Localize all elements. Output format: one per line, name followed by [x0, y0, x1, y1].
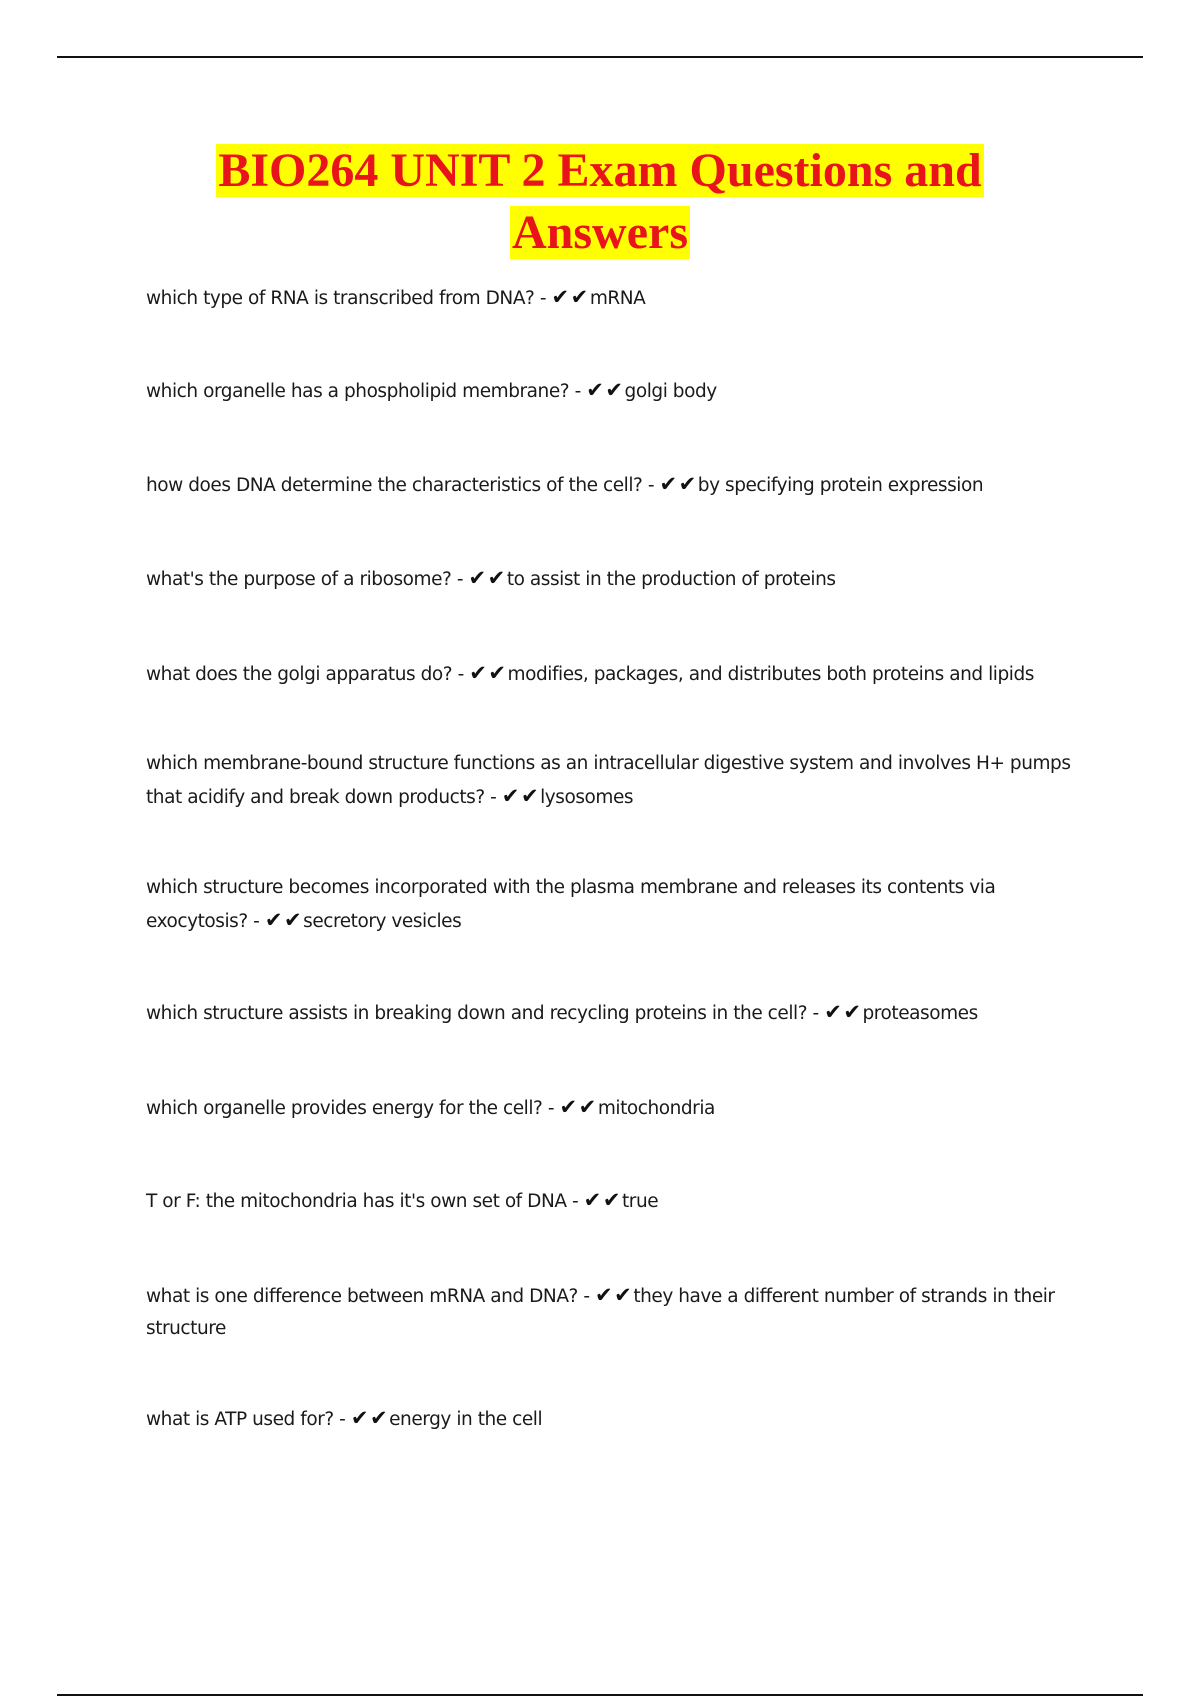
qa-item	[146, 468, 1086, 502]
separator: -	[333, 1409, 351, 1430]
check-icon: ✔	[570, 285, 588, 309]
check-icon: ✔	[843, 1000, 861, 1024]
separator: -	[451, 569, 469, 590]
check-icon: ✔	[501, 784, 519, 808]
title-line-2: Answers	[512, 206, 688, 259]
check-icon: ✔	[605, 378, 623, 402]
check-icon: ✔	[824, 1000, 842, 1024]
qa-item	[146, 1091, 1086, 1125]
question-text: T or F: the mitochondria has it's own set of DNA	[146, 1191, 567, 1212]
question-text: what is ATP used for?	[146, 1409, 334, 1430]
check-icon: ✔	[614, 1283, 632, 1307]
check-icon: ✔	[369, 1406, 388, 1430]
check-icon: ✔	[264, 908, 282, 932]
question-text: what's the purpose of a ribosome?	[146, 569, 452, 590]
bottom-rule	[57, 1694, 1143, 1696]
separator: -	[566, 1191, 584, 1212]
qa-item	[146, 657, 1086, 691]
qa-item	[146, 1402, 1086, 1436]
check-icon: ✔	[551, 285, 569, 309]
check-icon: ✔	[469, 661, 487, 685]
question-text: what does the golgi apparatus do?	[146, 664, 453, 685]
check-icon: ✔	[488, 661, 506, 685]
qa-item	[146, 872, 1086, 938]
qa-item	[146, 562, 1086, 596]
answer-text: mitochondria	[597, 1098, 715, 1119]
answer-text: golgi body	[624, 381, 717, 402]
answer-text: mRNA	[589, 288, 646, 309]
separator: -	[247, 911, 265, 932]
check-icon: ✔	[468, 566, 486, 590]
separator: -	[577, 1286, 595, 1307]
check-icon: ✔	[487, 566, 505, 590]
question-text: which membrane-bound structure functions as an intracellular digestive system and involves H+ pumps that acidify and break down products?	[146, 753, 1071, 808]
answer-text: by specifying protein expression	[697, 475, 984, 496]
check-icon: ✔	[678, 472, 696, 496]
separator: -	[542, 1098, 560, 1119]
qa-item	[146, 1184, 1086, 1218]
qa-item	[146, 748, 1086, 814]
check-icon: ✔	[578, 1095, 596, 1119]
answer-text: modifies, packages, and distributes both proteins and lipids	[507, 664, 1034, 685]
qa-item	[146, 281, 1086, 315]
answer-text: secretory vesicles	[303, 911, 462, 932]
answer-text: they have a different number of strands in their structure	[146, 1286, 1055, 1339]
check-icon: ✔	[583, 1188, 601, 1212]
check-icon: ✔	[520, 784, 539, 808]
question-text: which organelle provides energy for the cell?	[146, 1098, 543, 1119]
check-icon: ✔	[595, 1283, 613, 1307]
check-icon: ✔	[559, 1095, 577, 1119]
separator: -	[642, 475, 660, 496]
question-text: what is one difference between mRNA and DNA?	[146, 1286, 578, 1307]
question-text: which structure assists in breaking down and recycling proteins in the cell?	[146, 1003, 808, 1024]
question-text: which organelle has a phospholipid membrane?	[146, 381, 570, 402]
separator: -	[569, 381, 587, 402]
separator: -	[484, 787, 502, 808]
answer-text: lysosomes	[540, 787, 634, 808]
separator: -	[534, 288, 552, 309]
separator: -	[452, 664, 470, 685]
question-text: which structure becomes incorporated with the plasma membrane and releases its contents via exocytosis?	[146, 877, 996, 932]
question-text: how does DNA determine the characteristics of the cell?	[146, 475, 643, 496]
check-icon: ✔	[283, 908, 302, 932]
answer-text: to assist in the production of proteins	[506, 569, 836, 590]
answer-text: true	[621, 1191, 659, 1212]
check-icon: ✔	[586, 378, 604, 402]
qa-item	[146, 1279, 1086, 1345]
answer-text: proteasomes	[862, 1003, 978, 1024]
qa-item	[146, 996, 1086, 1030]
check-icon: ✔	[659, 472, 677, 496]
check-icon: ✔	[602, 1188, 620, 1212]
qa-item	[146, 374, 1086, 408]
title-line-1: BIO264 UNIT 2 Exam Questions and	[218, 144, 982, 197]
answer-text: energy in the cell	[389, 1409, 543, 1430]
question-text: which type of RNA is transcribed from DNA?	[146, 288, 535, 309]
check-icon: ✔	[350, 1406, 368, 1430]
separator: -	[807, 1003, 825, 1024]
